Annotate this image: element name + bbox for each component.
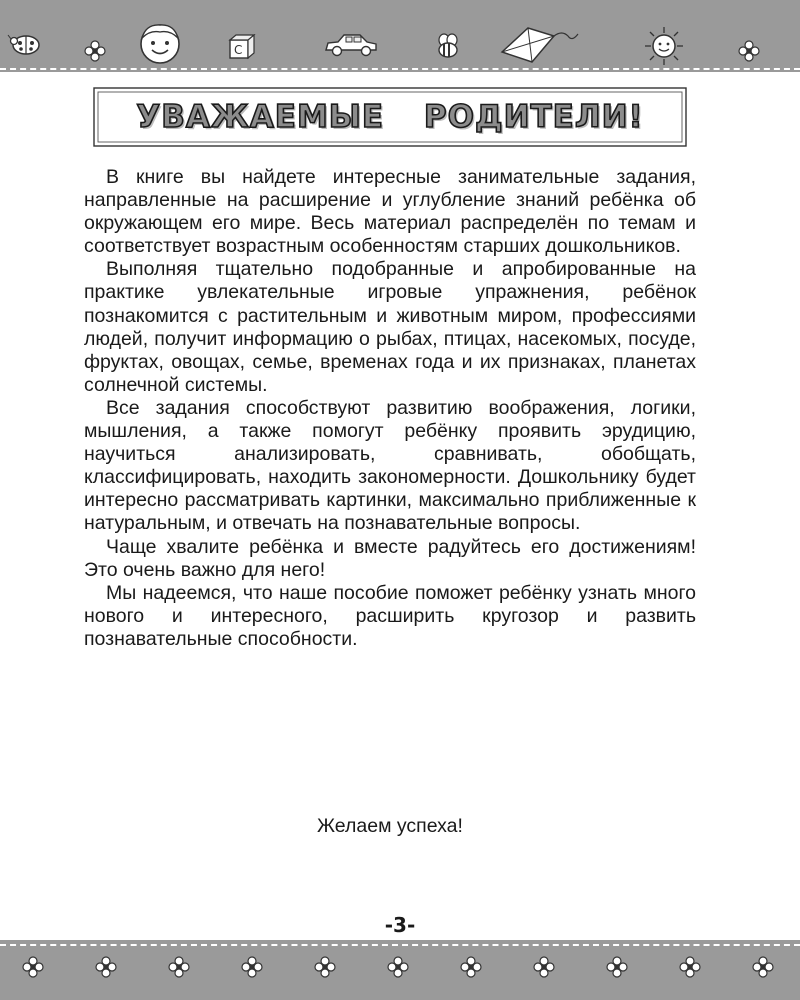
child-face-icon [132, 18, 188, 66]
flower-icon [168, 956, 190, 978]
flower-icon [84, 40, 106, 62]
page-title: УВАЖАЕМЫЕ РОДИТЕЛИ! [136, 99, 644, 135]
bottom-dashed-line [0, 944, 800, 946]
paragraph-1: В книге вы найдете интересные занимательные задания, направленные на расширение и углубление знаний ребёнка об окружающем его мире. Весь материал распределён по темам и соответствует возрастным особенностям старших дошкольников. [84, 166, 696, 258]
title-frame [90, 84, 690, 150]
flower-icon [22, 956, 44, 978]
paragraph-3: Все задания способствуют развитию воображения, логики, мышления, а также помогут ребёнку проявить эрудицию, научиться анализировать, сравнивать, обобщать, классифицировать, находить закономерности. Дошкольнику будет интересно рассматривать картинки, максимально приближенные к натуральным, и отвечать на познавательные вопросы. [84, 396, 696, 535]
flower-icon [460, 956, 482, 978]
flower-icon [241, 956, 263, 978]
bee-icon [432, 32, 464, 60]
paragraph-5: Мы надеемся, что наше пособие поможет ребёнку узнать много нового и интересного, расширить кругозор и развить познавательные способности. [84, 581, 696, 650]
kite-icon [498, 22, 580, 66]
flower-icon [533, 956, 555, 978]
car-icon [322, 32, 380, 58]
flower-icon [752, 956, 774, 978]
flower-icon [314, 956, 336, 978]
flower-icon [95, 956, 117, 978]
flower-icon [679, 956, 701, 978]
paragraph-4: Чаще хвалите ребёнка и вместе радуйтесь его достижениям! Это очень важно для него! [84, 535, 696, 581]
sun-icon [642, 26, 686, 66]
flower-icon [387, 956, 409, 978]
flower-icon [738, 40, 760, 62]
page-number: -3- [384, 913, 416, 937]
closing-wish: Желаем успеха! [317, 815, 463, 837]
bottom-decorative-band [0, 940, 800, 1000]
ladybug-icon [6, 32, 46, 56]
top-dashed-line [0, 68, 800, 70]
flower-icon [606, 956, 628, 978]
svg-text:C: C [234, 43, 243, 57]
paragraph-2: Выполняя тщательно подобранные и апробированные на практике увлекательные игровые упражнения, ребёнок познакомится с растительным и животным миром, профессиями людей, получит информацию о рыбах, птицах, насекомых, посуде, фруктах, овощах, семье, временах года и их признаках, планетах солнечной системы. [84, 258, 696, 396]
body-text [84, 166, 696, 651]
toy-blocks-icon [228, 34, 260, 62]
top-decorative-band [0, 0, 800, 72]
